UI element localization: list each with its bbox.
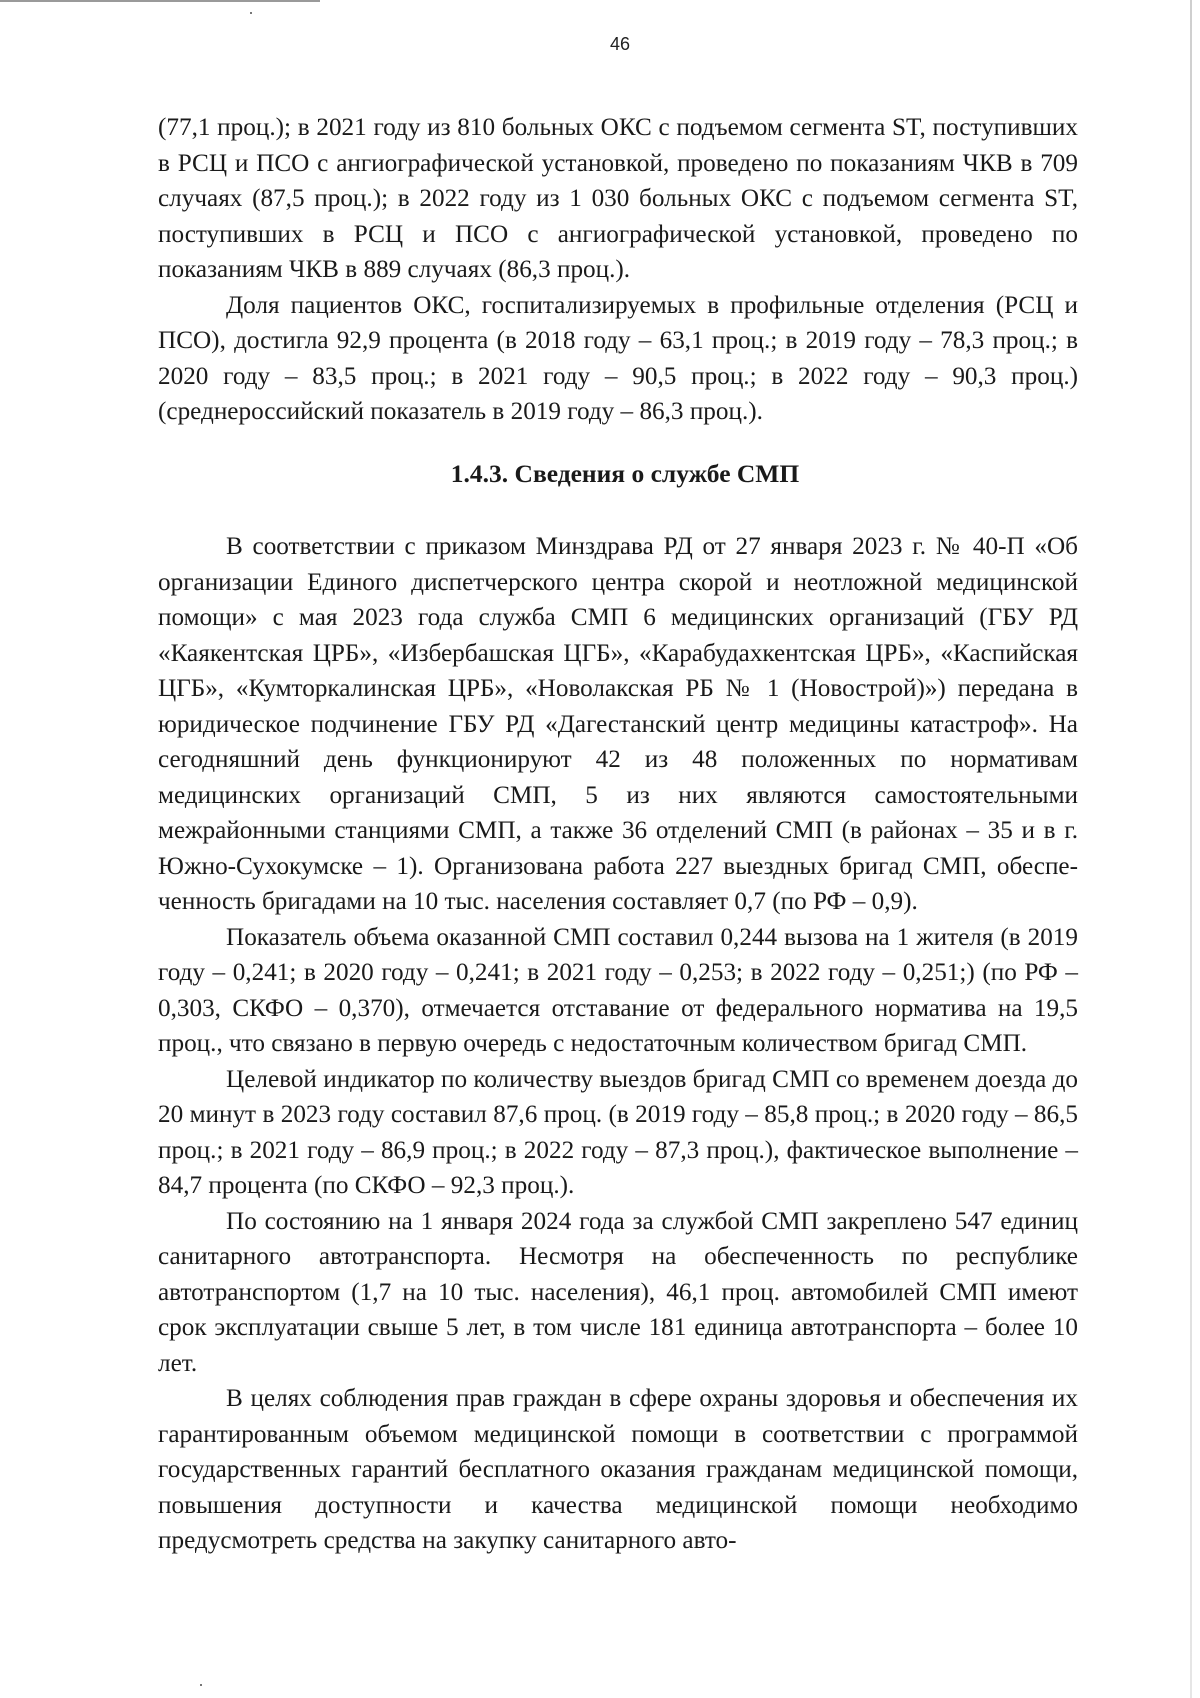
paragraph: По состоянию на 1 января 2024 года за службой СМП закреплено 547 единиц санитарного автотранспорта. Несмотря на обеспеченность по республике автотранспортом (1,7 на 10 тыс. населения), 46,1 проц. автомобилей СМП имеют срок эксплуатации свыше 5 лет, в том числе 181 единица автотранспорта – более 10 лет. <box>158 1207 1078 1377</box>
paragraph: В соответствии с приказом Минздрава РД от 27 января 2023 г. № 40-П «Об организации Единого диспетчерского центра скорой и неотложной медицинской помощи» с мая 2023 года служба СМП 6 медицинских организаций (ГБУ РД «Каякентская ЦРБ», «Избербашская ЦГБ», «Карабудахкентская ЦРБ», «Каспийская ЦГБ», «Кумторкалинская ЦРБ», «Новолакская РБ № 1 (Новострой)») передана в юридическое подчинение ГБУ РД «Дагестанский центр медицины катастроф». На сегодняшний день функционируют 42 из 48 положенных по нормативам медицинских организаций СМП, 5 из них являются самостоятельными межрайонными станциями СМП, а также 36 отделений СМП (в районах – 35 и в г. Южно-Сухокумске – 1). Организована работа 227 выездных бригад СМП, обеспеченность бригадами на 10 тыс. населения составляет 0,7 (по РФ – 0,9). <box>158 533 1078 915</box>
scan-artifact-dot <box>250 12 252 14</box>
scan-artifact-line <box>0 0 320 2</box>
paragraph: Целевой индикатор по количеству выездов бригад СМП со временем доезда до 20 минут в 2023 году составил 87,6 проц. (в 2019 году – 85,8 проц.; в 2020 году – 86,5 проц.; в 2021 году – 86,9 проц.; в 2022 году – 87,3 проц.), фактическое выполнение – 84,7 процента (по СКФО – 92,3 проц.). <box>158 1065 1078 1199</box>
paragraph: В целях соблюдения прав граждан в сфере охраны здоровья и обеспечения их гарантированным объемом медицинской помощи в соответствии с программой государственных гарантий бесплатного оказания гражданам медицинской помощи, повышения доступности и качества медицинской помощи необходимо предусмотреть средства на закупку санитарного авто- <box>158 1385 1078 1554</box>
paragraph: Доля пациентов ОКС, госпитализируемых в профильные отделения (РСЦ и ПСО), достигла 92,9 процента (в 2018 году – 63,1 проц.; в 2019 году – 78,3 проц.; в 2020 году – 83,5 проц.; в 2021 году – 90,5 проц.; в 2022 году – 90,3 проц.) (среднероссийский показатель в 2019 году – 86,3 проц.). <box>158 291 1078 425</box>
page-number: 46 <box>609 34 631 54</box>
section-heading: 1.4.3. Сведения о службе СМП <box>450 458 800 488</box>
scan-artifact-dot <box>200 1684 202 1686</box>
paragraph: Показатель объема оказанной СМП составил 0,244 вызова на 1 жителя (в 2019 году – 0,241; в 2020 году – 0,241; в 2021 году – 0,253; в 2022 году – 0,251;) (по РФ – 0,303, СКФО – 0,370), отмечается отставание от федерального норматива на 19,5 проц., что связано в первую очередь с недостаточным количеством бригад СМП. <box>158 923 1078 1057</box>
paragraph-continuation: (77,1 проц.); в 2021 году из 810 больных ОКС с подъемом сегмента ST, поступивших в РСЦ и ПСО с ангиографической установкой, проведено по показаниям ЧКВ в 709 случаях (87,5 проц.); в 2022 году из 1 030 больных ОКС с подъемом сегмента ST, поступивших в РСЦ и ПСО с ангиографической установкой, проведено по показаниям ЧКВ в 889 случаях (86,3 проц.). <box>158 114 1078 283</box>
document-body <box>158 110 1078 1559</box>
scan-artifact-edge <box>1190 0 1192 1698</box>
